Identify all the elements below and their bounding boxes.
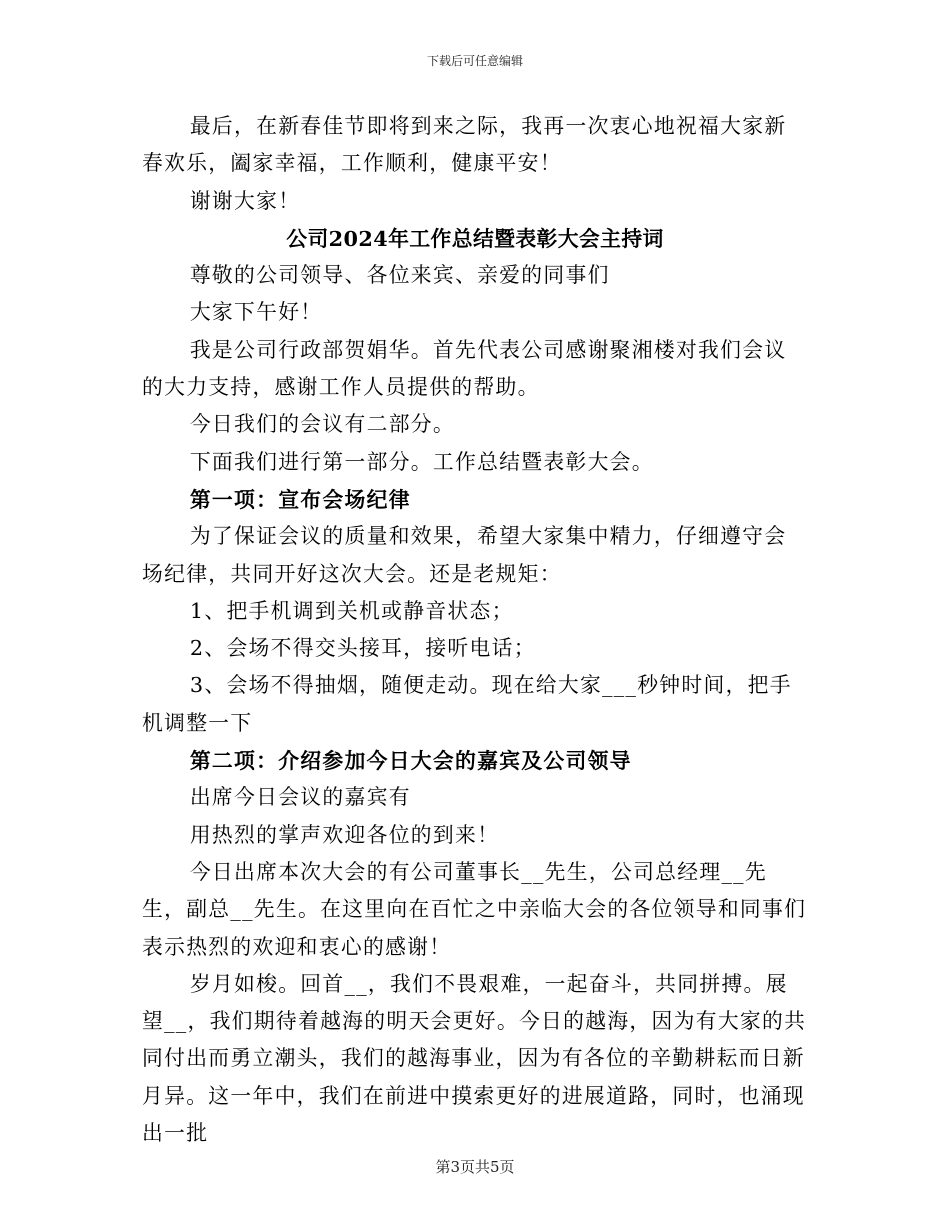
paragraph-closing-wishes: 最后，在新春佳节即将到来之际，我再一次衷心地祝福大家新春欢乐，阖家幸福，工作顺利，健康平安！	[142, 114, 787, 176]
paragraph-discipline-intro: 为了保证会议的质量和效果，希望大家集中精力，仔细遵守会场纪律，共同开好这次大会。还是老规矩：	[142, 524, 787, 586]
paragraph-meeting-parts: 今日我们的会议有二部分。	[189, 412, 455, 437]
list-item-rule-3: 3、会场不得抽烟，随便走动。现在给大家___秒钟时间，把手机调整一下	[142, 673, 792, 735]
paragraph-guests-present: 出席今日会议的嘉宾有	[189, 785, 411, 810]
section-heading-guests: 第二项：介绍参加今日大会的嘉宾及公司领导	[189, 748, 632, 774]
document-body	[142, 108, 808, 1152]
paragraph-self-introduction: 我是公司行政部贺娟华。首先代表公司感谢聚湘楼对我们会议的大力支持，感谢工作人员提供的帮助。	[142, 337, 787, 400]
section-heading-discipline: 第一项：宣布会场纪律	[189, 486, 411, 512]
list-item-rule-2: 2、会场不得交头接耳，接听电话；	[189, 636, 536, 661]
page-number-footer: 第3页共5页	[435, 1158, 515, 1176]
paragraph-leaders-present: 今日出席本次大会的有公司董事长__先生，公司总经理__先生，副总__先生。在这里向在百忙之中亲临大会的各位领导和同事们表示热烈的欢迎和衷心的感谢！	[142, 859, 807, 959]
page-header: 下载后可任意编辑	[426, 54, 523, 68]
paragraph-good-afternoon: 大家下午好！	[189, 300, 323, 325]
list-item-rule-1: 1、把手机调到关机或静音状态；	[189, 598, 514, 623]
paragraph-part-one: 下面我们进行第一部分。工作总结暨表彰大会。	[189, 449, 654, 474]
paragraph-year-review: 岁月如梭。回首__，我们不畏艰难，一起奋斗，共同拼搏。展望__，我们期待着越海的明天会更好。今日的越海，因为有大家的共同付出而勇立潮头，我们的越海事业，因为有各位的辛勤耕耘而日新月异。这一年中，我们在前进中摸索更好的进展道路，同时，也涌现出一批	[142, 971, 807, 1146]
document-title: 公司2024年工作总结暨表彰大会主持词	[286, 225, 664, 251]
paragraph-welcome-applause: 用热烈的掌声欢迎各位的到来！	[189, 822, 500, 847]
paragraph-greeting-audience: 尊敬的公司领导、各位来宾、亲爱的同事们	[189, 263, 610, 288]
paragraph-thanks: 谢谢大家！	[189, 188, 301, 213]
